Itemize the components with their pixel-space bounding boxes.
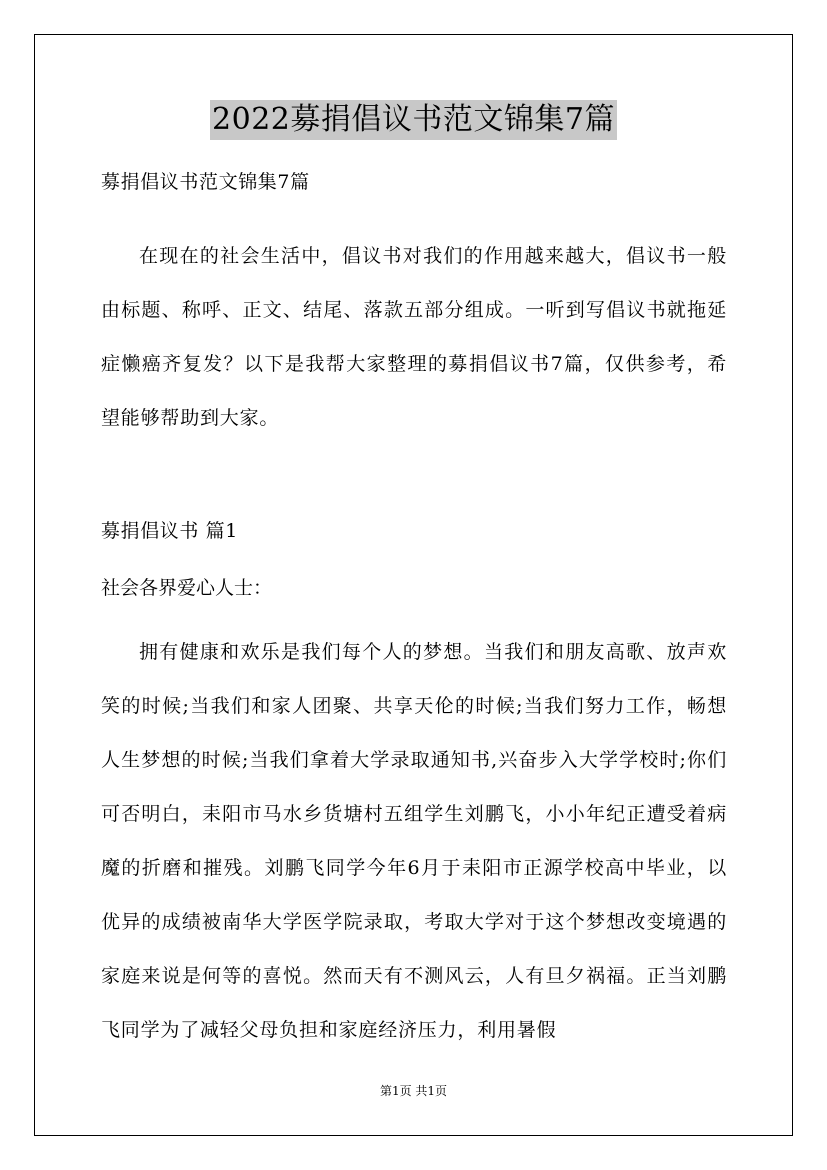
document-body: [101, 170, 727, 1057]
body-paragraph: 拥有健康和欢乐是我们每个人的梦想。当我们和朋友高歌、放声欢笑的时候;当我们和家人团聚、共享天伦的时候;当我们努力工作，畅想人生梦想的时候;当我们拿着大学录取通知书,兴奋步入大学学校时;你们可否明白，耒阳市马水乡货塘村五组学生刘鹏飞，小小年纪正遭受着病魔的折磨和摧残。刘鹏飞同学今年6月于耒阳市正源学校高中毕业，以优异的成绩被南华大学医学院录取，考取大学对于这个梦想改变境遇的家庭来说是何等的喜悦。然而天有不测风云，人有旦夕祸福。正当刘鹏飞同学为了减轻父母负担和家庭经济压力，利用暑假: [101, 641, 727, 1041]
document-title: [0, 100, 827, 140]
page-footer: 第1页 共1页: [379, 1084, 448, 1098]
intro-paragraph: 在现在的社会生活中，倡议书对我们的作用越来越大，倡议书一般由标题、称呼、正文、结尾、落款五部分组成。一听到写倡议书就拖延症懒癌齐复发？以下是我帮大家整理的募捐倡议书7篇，仅供参考，希望能够帮助到大家。: [101, 245, 727, 429]
document-title-text: 2022募捐倡议书范文锦集7篇: [210, 100, 617, 140]
document-subtitle: 募捐倡议书范文锦集7篇: [101, 171, 310, 193]
salutation: 社会各界爱心人士：: [101, 577, 273, 599]
section-heading: 募捐倡议书 篇1: [101, 520, 238, 542]
